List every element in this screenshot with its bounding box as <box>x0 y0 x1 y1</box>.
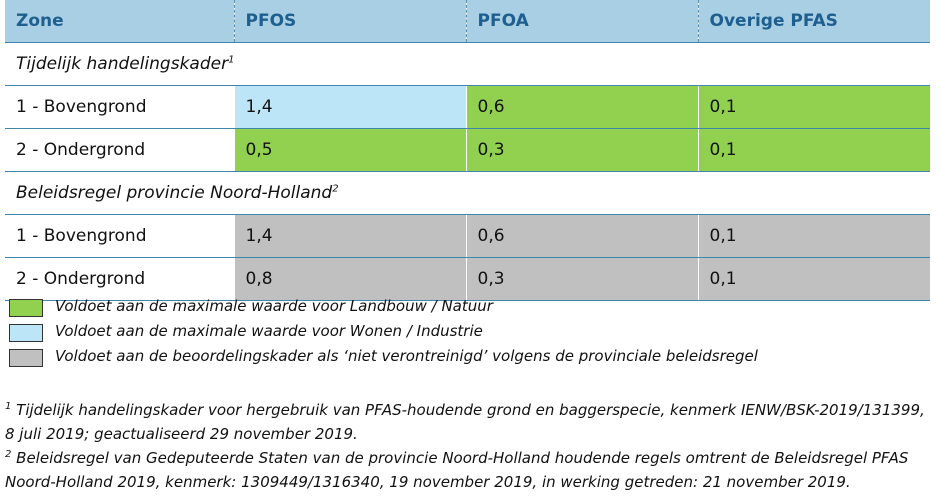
value-cell: 0,3 <box>466 129 698 172</box>
value-cell: 0,8 <box>234 258 466 301</box>
header-overige-pfas: Overige PFAS <box>698 0 930 43</box>
footnote-2: $^2$ Beleidsregel van Gedeputeerde Staten van de provincie Noord-Holland houdende regels omtrent de Beleidsregel PFAS Noord-Holland 2019, kenmerk: 1309449/1316340, 19 november 2019, in werking getreden: 21 november 2019. <box>5 449 909 491</box>
value-cell: 0,1 <box>698 258 930 301</box>
value-cell: 1,4 <box>234 215 466 258</box>
zone-cell: 2 - Ondergrond <box>5 258 234 301</box>
section-title-beleidsregel: Beleidsregel provincie Noord-Holland$^2$ <box>5 172 930 215</box>
header-zone: Zone <box>5 0 234 43</box>
table-row <box>5 258 930 301</box>
value-cell: 0,1 <box>698 215 930 258</box>
header-pfos: PFOS <box>234 0 466 43</box>
table-row <box>5 215 930 258</box>
legend-text: Voldoet aan de maximale waarde voor Landbouw / Natuur <box>55 297 493 315</box>
value-cell: 0,1 <box>698 86 930 129</box>
table-row <box>5 86 930 129</box>
zone-cell: 2 - Ondergrond <box>5 129 234 172</box>
section-row-beleidsregel <box>5 172 930 215</box>
pfas-table <box>5 0 930 301</box>
legend-swatch-green <box>9 299 43 317</box>
legend-text: Voldoet aan de beoordelingskader als ‘niet verontreinigd’ volgens de provinciale beleidsregel <box>55 347 758 365</box>
section-row-handelingskader <box>5 43 930 86</box>
header-pfoa: PFOA <box>466 0 698 43</box>
zone-cell: 1 - Bovengrond <box>5 215 234 258</box>
table-header-row <box>5 0 930 43</box>
footnote-1: $^1$ Tijdelijk handelingskader voor hergebruik van PFAS-houdende grond en baggerspecie, kenmerk IENW/BSK-2019/131399, 8 juli 2019; geactualiseerd 29 november 2019. <box>5 401 925 443</box>
legend-swatch-gray <box>9 349 43 367</box>
value-cell: 0,6 <box>466 86 698 129</box>
value-cell: 0,6 <box>466 215 698 258</box>
zone-cell: 1 - Bovengrond <box>5 86 234 129</box>
legend-swatch-blue <box>9 324 43 342</box>
section-title-handelingskader: Tijdelijk handelingskader$^1$ <box>5 43 930 86</box>
table-row <box>5 129 930 172</box>
value-cell: 0,3 <box>466 258 698 301</box>
legend-text: Voldoet aan de maximale waarde voor Wonen / Industrie <box>55 322 483 340</box>
value-cell: 0,5 <box>234 129 466 172</box>
value-cell: 0,1 <box>698 129 930 172</box>
value-cell: 1,4 <box>234 86 466 129</box>
